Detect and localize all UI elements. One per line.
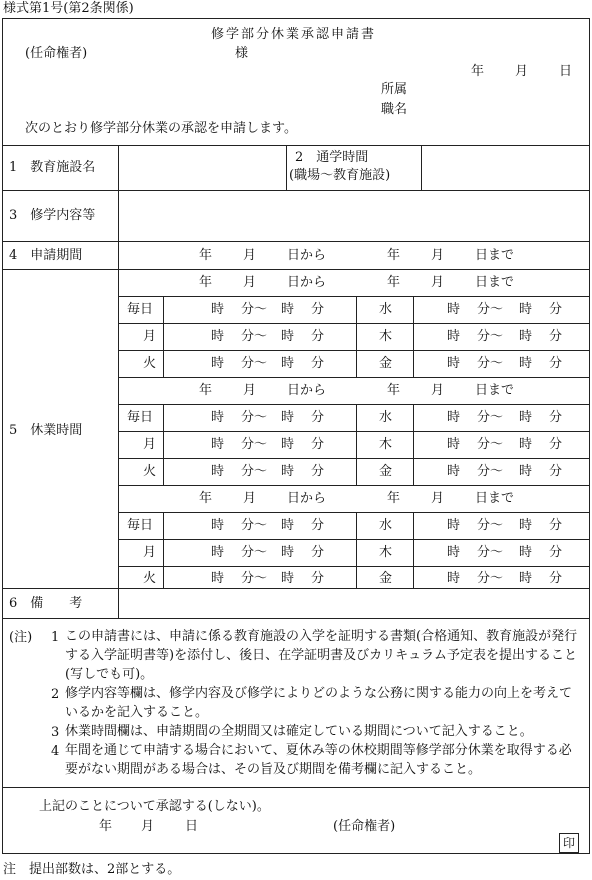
minute-from-label: 分～ (241, 329, 268, 344)
minute-from-label: 分～ (241, 571, 268, 586)
hour-label: 時 (211, 410, 225, 425)
minute-from-label: 分～ (241, 518, 268, 533)
minute-label: 分 (549, 571, 563, 586)
notes-label: (注) (9, 630, 33, 645)
minute-label: 分 (549, 329, 563, 344)
date-year-label: 年 (471, 64, 485, 79)
minute-label: 分 (311, 356, 325, 371)
approval-year: 年 (99, 819, 113, 834)
position-label: 職名 (381, 102, 408, 117)
minute-from-label: 分～ (241, 464, 268, 479)
approval-authority: (任命権者) (333, 819, 396, 834)
row-commute-note: (職場～教育施設) (289, 168, 391, 183)
hour-label: 時 (211, 329, 225, 344)
day-thu: 木 (379, 545, 393, 560)
hour-label: 時 (519, 410, 533, 425)
minute-label: 分 (549, 464, 563, 479)
period-month: 月 (243, 383, 257, 398)
day-everyday: 毎日 (127, 518, 154, 533)
period-year: 年 (199, 275, 213, 290)
day-wed: 水 (379, 410, 393, 425)
minute-label: 分 (311, 518, 325, 533)
minute-from-label: 分～ (477, 571, 504, 586)
minute-label: 分 (311, 571, 325, 586)
hour-label: 時 (519, 518, 533, 533)
day-fri: 金 (379, 356, 393, 371)
minute-label: 分 (311, 329, 325, 344)
minute-from-label: 分～ (477, 329, 504, 344)
minute-label: 分 (549, 518, 563, 533)
period-month: 月 (431, 275, 445, 290)
period-day-to: 日まで (475, 275, 515, 290)
hour-label: 時 (447, 302, 461, 317)
minute-label: 分 (311, 464, 325, 479)
note-item-text: 年間を通じて申請する場合において、夏休み等の休校期間等修学部分休業を取得する必要がない期間がある場合は、その旨及び期間を備考欄に記入すること。 (65, 743, 572, 777)
hour-label: 時 (281, 464, 295, 479)
hour-label: 時 (519, 464, 533, 479)
hour-label: 時 (211, 518, 225, 533)
minute-from-label: 分～ (477, 302, 504, 317)
period-day-from: 日から (287, 275, 327, 290)
day-tue: 火 (143, 464, 157, 479)
hour-label: 時 (519, 302, 533, 317)
day-fri: 金 (379, 464, 393, 479)
form-frame (2, 18, 590, 854)
hour-label: 時 (447, 518, 461, 533)
period-day-to: 日まで (475, 491, 515, 506)
hour-label: 時 (519, 437, 533, 452)
period-day-from: 日から (287, 383, 327, 398)
row-remarks: 6 備 考 (9, 596, 83, 611)
period-month: 月 (431, 383, 445, 398)
hour-label: 時 (211, 464, 225, 479)
hour-label: 時 (281, 518, 295, 533)
hour-label: 時 (281, 356, 295, 371)
hour-label: 時 (211, 302, 225, 317)
minute-from-label: 分～ (241, 437, 268, 452)
approval-sentence: 上記のことについて承認する(しない)。 (39, 799, 270, 814)
form-title: 修学部分休業承認申請書 (211, 27, 377, 42)
form-number-label: 様式第1号(第2条関係) (3, 1, 134, 16)
request-sentence: 次のとおり修学部分休業の承認を申請します。 (25, 121, 297, 136)
period-year: 年 (199, 383, 213, 398)
period-year: 年 (199, 248, 213, 263)
hour-label: 時 (281, 329, 295, 344)
period-year: 年 (387, 491, 401, 506)
note-item-text: 休業時間欄は、申請期間の全期間又は確定している期間について記入すること。 (65, 724, 533, 739)
period-day-to: 日まで (475, 248, 515, 263)
hour-label: 時 (211, 571, 225, 586)
period-year: 年 (387, 275, 401, 290)
date-day-label: 日 (559, 64, 573, 79)
period-year: 年 (199, 491, 213, 506)
day-thu: 木 (379, 329, 393, 344)
period-month: 月 (243, 275, 257, 290)
minute-from-label: 分～ (241, 302, 268, 317)
approval-month: 月 (141, 819, 155, 834)
period-day-from: 日から (287, 248, 327, 263)
hour-label: 時 (211, 437, 225, 452)
row-institution-name: 1 教育施設名 (9, 160, 96, 175)
minute-label: 分 (311, 545, 325, 560)
hour-label: 時 (519, 329, 533, 344)
footer-note: 注 提出部数は、2部とする。 (3, 862, 181, 877)
day-tue: 火 (143, 356, 157, 371)
approval-day: 日 (185, 819, 199, 834)
addressee-label: (任命権者) (25, 46, 88, 61)
minute-label: 分 (311, 437, 325, 452)
day-mon: 月 (143, 545, 157, 560)
seal-stamp-box: 印 (559, 833, 579, 853)
minute-from-label: 分～ (477, 518, 504, 533)
period-day-to: 日まで (475, 383, 515, 398)
period-month: 月 (243, 491, 257, 506)
hour-label: 時 (447, 437, 461, 452)
minute-label: 分 (311, 302, 325, 317)
hour-label: 時 (281, 571, 295, 586)
minute-from-label: 分～ (477, 437, 504, 452)
note-number: 1 (51, 630, 60, 645)
day-everyday: 毎日 (127, 302, 154, 317)
hour-label: 時 (447, 356, 461, 371)
period-day-from: 日から (287, 491, 327, 506)
row-study-content: 3 修学内容等 (9, 208, 96, 223)
hour-label: 時 (281, 437, 295, 452)
note-number: 4 (51, 744, 60, 759)
hour-label: 時 (211, 545, 225, 560)
note-number: 3 (51, 725, 60, 740)
day-fri: 金 (379, 571, 393, 586)
period-month: 月 (243, 248, 257, 263)
hour-label: 時 (519, 571, 533, 586)
minute-from-label: 分～ (241, 356, 268, 371)
note-number: 2 (51, 687, 60, 702)
note-item-text: この申請書には、申請に係る教育施設の入学を証明する書類(合格通知、教育施設が発行する入学証明書等)を添付し、後日、在学証明書及びカリキュラム予定表を提出すること(写しでも可)。 (65, 629, 578, 682)
day-mon: 月 (143, 329, 157, 344)
hour-label: 時 (281, 302, 295, 317)
minute-label: 分 (549, 356, 563, 371)
minute-from-label: 分～ (477, 356, 504, 371)
period-month: 月 (431, 248, 445, 263)
hour-label: 時 (519, 356, 533, 371)
hour-label: 時 (281, 410, 295, 425)
hour-label: 時 (447, 545, 461, 560)
row-commute-time: 2 通学時間 (295, 150, 369, 165)
period-year: 年 (387, 248, 401, 263)
minute-label: 分 (549, 437, 563, 452)
minute-label: 分 (311, 410, 325, 425)
minute-from-label: 分～ (477, 410, 504, 425)
hour-label: 時 (211, 356, 225, 371)
minute-from-label: 分～ (241, 410, 268, 425)
minute-label: 分 (549, 410, 563, 425)
period-year: 年 (387, 383, 401, 398)
row-application-period: 4 申請期間 (9, 248, 83, 263)
hour-label: 時 (519, 545, 533, 560)
day-thu: 木 (379, 437, 393, 452)
date-month-label: 月 (515, 64, 529, 79)
minute-from-label: 分～ (477, 545, 504, 560)
sama-label: 様 (235, 46, 249, 61)
day-wed: 水 (379, 302, 393, 317)
period-month: 月 (431, 491, 445, 506)
hour-label: 時 (281, 545, 295, 560)
hour-label: 時 (447, 571, 461, 586)
hour-label: 時 (447, 410, 461, 425)
minute-label: 分 (549, 302, 563, 317)
hour-label: 時 (447, 329, 461, 344)
day-wed: 水 (379, 518, 393, 533)
note-item-text: 修学内容等欄は、修学内容及び修学によりどのような公務に関する能力の向上を考えているかを記入すること。 (65, 686, 573, 720)
day-everyday: 毎日 (127, 410, 154, 425)
hour-label: 時 (447, 464, 461, 479)
minute-label: 分 (549, 545, 563, 560)
day-tue: 火 (143, 571, 157, 586)
minute-from-label: 分～ (241, 545, 268, 560)
affiliation-label: 所属 (381, 82, 408, 97)
minute-from-label: 分～ (477, 464, 504, 479)
row-leave-hours: 5 休業時間 (9, 423, 83, 438)
day-mon: 月 (143, 437, 157, 452)
